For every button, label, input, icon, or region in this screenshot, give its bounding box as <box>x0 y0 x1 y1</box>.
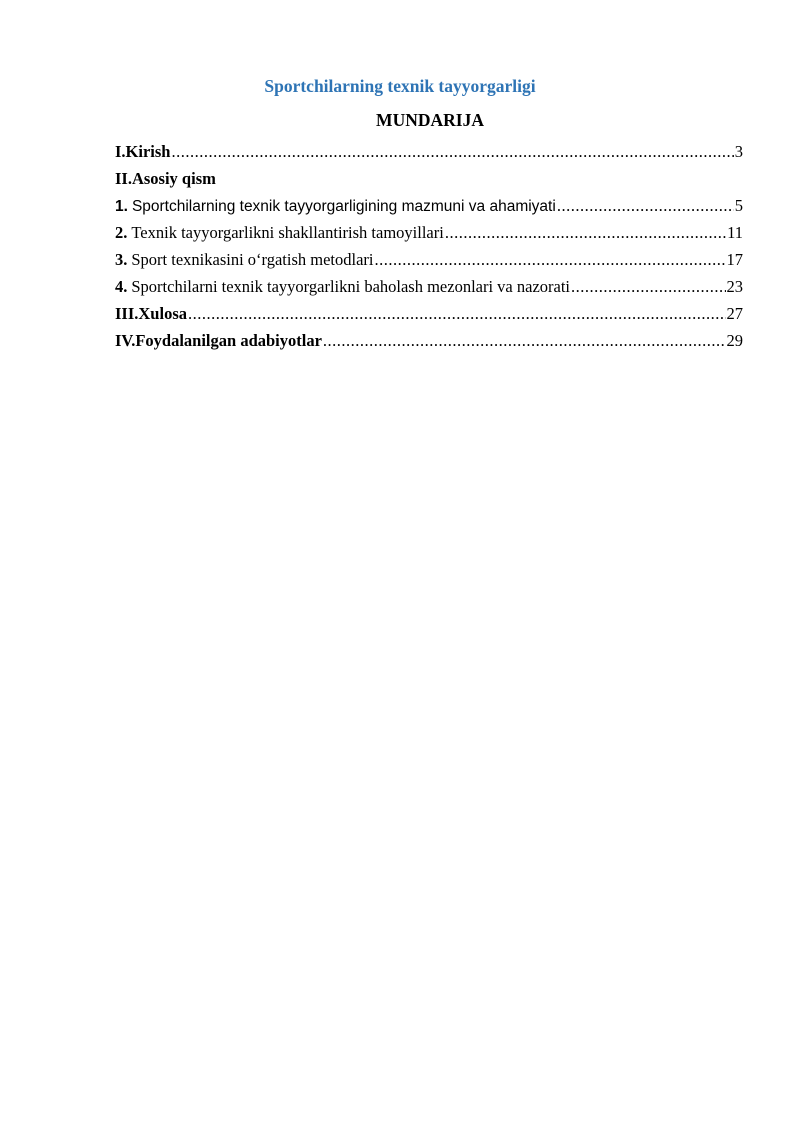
toc-page-number: 11 <box>727 223 743 242</box>
toc-entry-label: III.Xulosa <box>115 304 187 323</box>
toc-entry-label: Sportchilarning texnik tayyorgarligining mazmuni va ahamiyati <box>131 198 556 215</box>
document-title: Sportchilarning texnik tayyorgarligi <box>264 76 536 96</box>
toc-page-number: 27 <box>726 304 743 323</box>
toc-dot-leader <box>171 142 733 162</box>
toc-entry-xulosa[interactable] <box>115 304 743 331</box>
toc-entry-number: 1. <box>115 198 128 215</box>
toc-heading: MUNDARIJA <box>376 110 484 130</box>
toc-page-number: 29 <box>726 331 743 350</box>
toc-entry-label: Texnik tayyorgarlikni shakllantirish tamoyillari <box>131 223 444 242</box>
toc-dot-leader <box>188 304 726 324</box>
toc-page-number: 5 <box>734 196 743 215</box>
toc-entry-label: I.Kirish <box>115 142 171 161</box>
table-of-contents <box>115 142 743 358</box>
toc-entry-number: 4. <box>115 277 128 296</box>
toc-entry-adabiyotlar[interactable] <box>115 331 743 358</box>
toc-dot-leader <box>571 277 725 297</box>
toc-entry-number: 2. <box>115 223 128 242</box>
toc-page-number: 23 <box>726 277 743 296</box>
toc-entry-label: Sport texnikasini oʻrgatish metodlari <box>131 250 374 269</box>
toc-page-number: 17 <box>726 250 743 269</box>
toc-dot-leader <box>375 250 726 270</box>
toc-dot-leader <box>445 223 726 243</box>
toc-page-number: 3 <box>734 142 743 161</box>
toc-entry-asosiy-qism[interactable] <box>115 169 743 196</box>
toc-entry-4[interactable] <box>115 277 743 304</box>
toc-entry-2[interactable] <box>115 223 743 250</box>
toc-entry-3[interactable] <box>115 250 743 277</box>
toc-entry-label: Sportchilarni texnik tayyorgarlikni baholash mezonlari va nazorati <box>131 277 571 296</box>
toc-entry-label: IV.Foydalanilgan adabiyotlar <box>115 331 322 350</box>
toc-dot-leader <box>323 331 726 351</box>
toc-entry-number: 3. <box>115 250 128 269</box>
toc-entry-kirish[interactable] <box>115 142 743 169</box>
toc-entry-label: II.Asosiy qism <box>115 169 216 188</box>
toc-dot-leader <box>557 196 734 216</box>
toc-entry-1[interactable] <box>115 196 743 223</box>
